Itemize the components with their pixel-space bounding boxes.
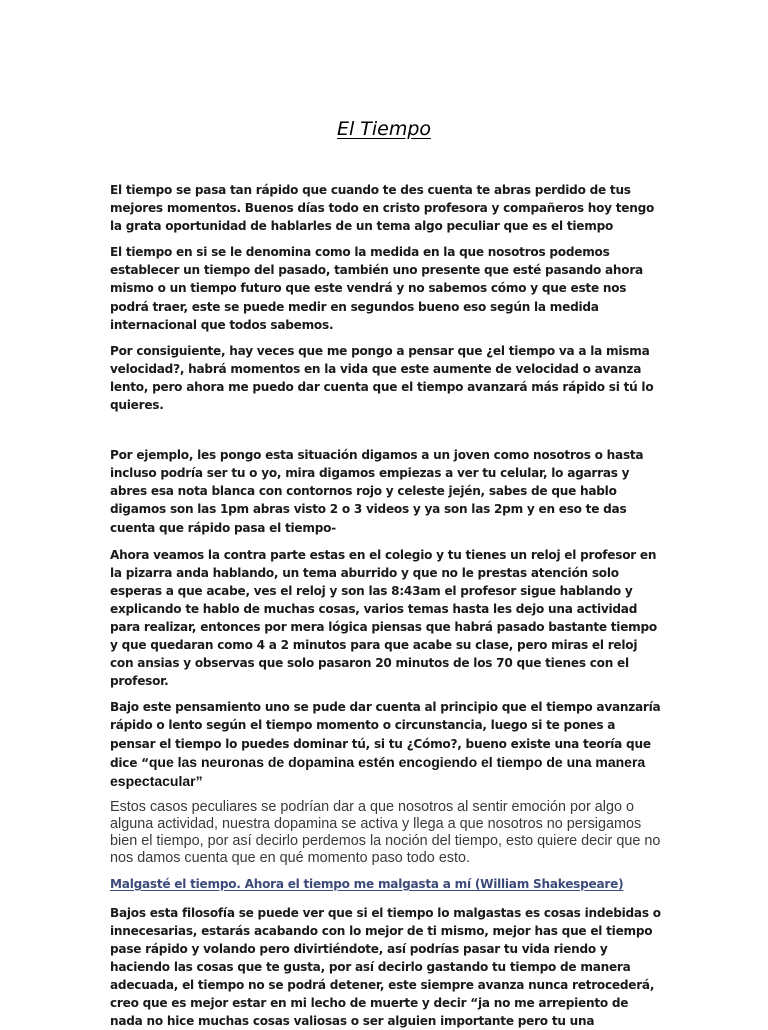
dopamine-emphasis: que las neuronas de dopamina estén encogiendo el tiempo de una manera espectacular” (110, 753, 646, 789)
paragraph-example-phone: Por ejemplo, les pongo esta situación digamos a un joven como nosotros o hasta incluso podría ser tu o yo, mira digamos empiezas a ver tu celular, lo agarras y abres esa nota blanca con contornos rojo y celeste jején, sabes de que hablo digamos son las 1pm abras visto 2 o 3 videos y ya son las 2pm y en eso te das cuenta que rápido pasa el tiempo- (110, 448, 644, 535)
paragraph-philosophy: Bajos esta filosofía se puede ver que si el tiempo lo malgastas es cosas indebidas o innecesarias, estarás acabando con lo mejor de ti mismo, mejor has que el tiempo pase rápido y volando pero divirtiéndote, así podrías pasar tu vida riendo y haciendo las cosas que te gusta, por así decirlo gastando tu tiempo de manera adecuada, el tiempo no se podrá detener, este siempre avanza nunca retrocederá, creo que es mejor estar en mi lecho de muerte y decir “ja no me arrepiento de nada no hice muchas cosas valiosas o ser alguien importante pero tu una (110, 905, 661, 1029)
shakespeare-quote: Malgasté el tiempo. Ahora el tiempo me malgasta a mí (William Shakespeare) (110, 876, 624, 891)
paragraph-example-school: Ahora veamos la contra parte estas en el colegio y tu tienes un reloj el profesor en la pizarra anda hablando, un tema aburrido y que no le prestas atención solo esperas a que acabe, ves el reloj y son las 8:43am el profesor sigue hablando y explicando te hablo de muchas cosas, varios temas hasta les dejo una actividad para realizar, entonces por mera lógica piensas que habrá pasado bastante tiempo y que quedaran como 4 a 2 minutos para que acabe su clase, pero miras el reloj con ansias y observas que solo pasaron 20 minutos de los 70 que tienes con el profesor. (110, 547, 657, 689)
paragraph-intro: El tiempo se pasa tan rápido que cuando te des cuenta te abras perdido de tus mejores momentos. Buenos días todo en cristo profesora y compañeros hoy tengo la grata oportunidad de hablarles de un tema algo peculiar que es el tiempo (110, 183, 655, 234)
paragraph-definition: El tiempo en si se le denomina como la medida en la que nosotros podemos establecer un tiempo del pasado, también uno presente que esté pasando ahora mismo o un tiempo futuro que este vendrá y no sabemos cómo y que este nos podrá traer, este se puede medir en segundos bueno eso según la medida internacional que todos sabemos. (110, 245, 643, 332)
paragraph-peculiar-cases: Estos casos peculiares se podrían dar a que nosotros al sentir emoción por algo o alguna actividad, nuestra dopamina se activa y llega a que nosotros no persigamos bien el tiempo, por así decirlo perdemos la noción del tiempo, esto quiere decir que no nos damos cuenta que en qué momento paso todo esto. (110, 798, 661, 866)
paragraph-velocity: Por consiguiente, hay veces que me pongo a pensar que ¿el tiempo va a la misma velocidad?, habrá momentos en la vida que este aumente de velocidad o avanza lento, pero ahora me puedo dar cuenta que el tiempo avanzará más rápido si tú lo quieres. (110, 343, 654, 413)
document-body (110, 181, 662, 1030)
paragraph-dopamine-theory-text: Bajo este pensamiento uno se pude dar cuenta al principio que el tiempo avanzaría rápido o lento según el tiempo momento o circunstancia, luego si te pones a pensar el tiempo lo puedes dominar tú, si tu ¿Cómo?, bueno existe una teoría que dice “ (110, 700, 661, 770)
paragraph-dopamine-theory (110, 698, 662, 790)
document-title: El Tiempo (336, 118, 432, 140)
